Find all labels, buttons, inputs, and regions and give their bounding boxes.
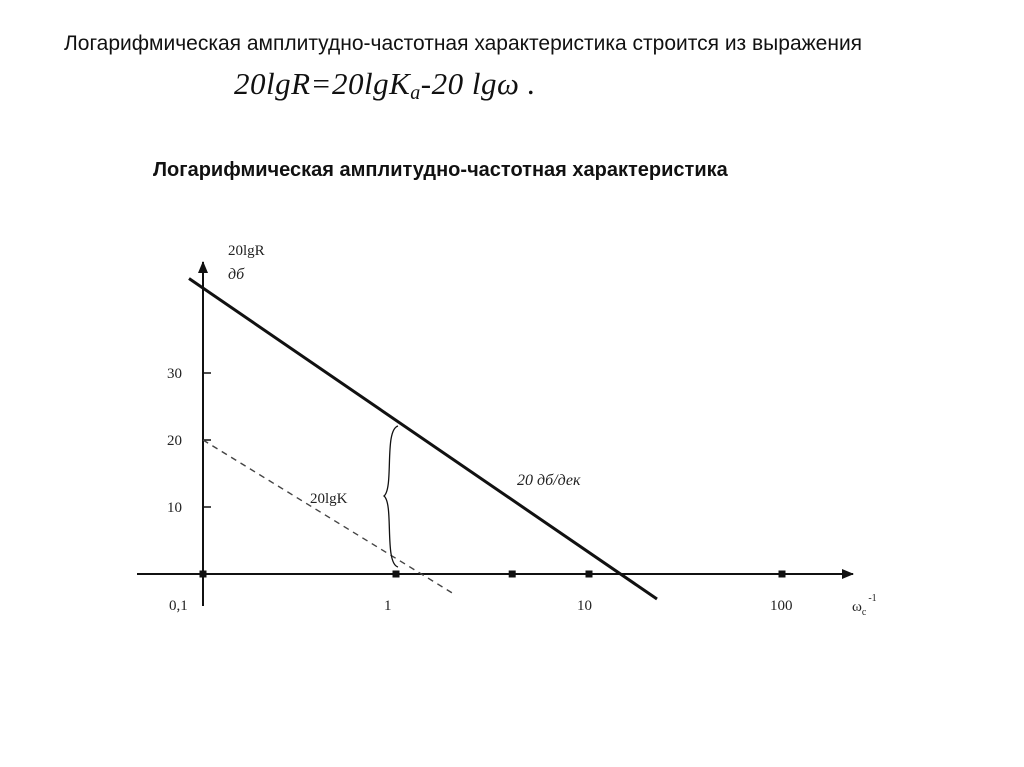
series-group bbox=[189, 279, 657, 599]
x-tick-label: 10 bbox=[577, 598, 592, 614]
series-line-dashed bbox=[203, 440, 454, 594]
y-axis-label-line2: дб bbox=[228, 266, 245, 283]
y-tick-label: 30 bbox=[167, 366, 182, 382]
axis-point bbox=[509, 571, 516, 578]
chart-title: Логарифмическая амплитудно-частотная характеристика bbox=[153, 159, 728, 181]
x-axis-label-base: ω bbox=[852, 599, 862, 615]
x-tick-group bbox=[169, 598, 793, 614]
y-tick-label: 20 bbox=[167, 433, 182, 449]
x-axis-label-sup: -1 bbox=[868, 593, 877, 604]
x-axis-label-sub: c bbox=[861, 607, 867, 618]
formula-lead: 20lgR=20lgK bbox=[234, 66, 411, 101]
gap-annotation: 20lgK bbox=[310, 491, 348, 507]
axis-point bbox=[393, 571, 400, 578]
formula-tail: -20 lgω bbox=[420, 66, 520, 101]
x-tick-label: 1 bbox=[384, 598, 392, 614]
intro-text: Логарифмическая амплитудно-частотная характеристика строится из выражения bbox=[64, 32, 863, 55]
y-tick-label: 10 bbox=[167, 500, 182, 516]
formula-subscript: a bbox=[410, 82, 421, 104]
x-tick-label: 100 bbox=[770, 598, 793, 614]
axis-point bbox=[200, 571, 207, 578]
series-line-solid bbox=[189, 279, 657, 599]
x-tick-label: 0,1 bbox=[169, 598, 188, 614]
gap-brace bbox=[384, 426, 398, 567]
formula-end: . bbox=[527, 66, 536, 101]
y-axis-label-line1: 20lgR bbox=[228, 243, 265, 259]
axis-point bbox=[586, 571, 593, 578]
axis-point bbox=[779, 571, 786, 578]
x-axis-label bbox=[852, 593, 877, 618]
slope-annotation: 20 дб/дек bbox=[517, 472, 581, 489]
